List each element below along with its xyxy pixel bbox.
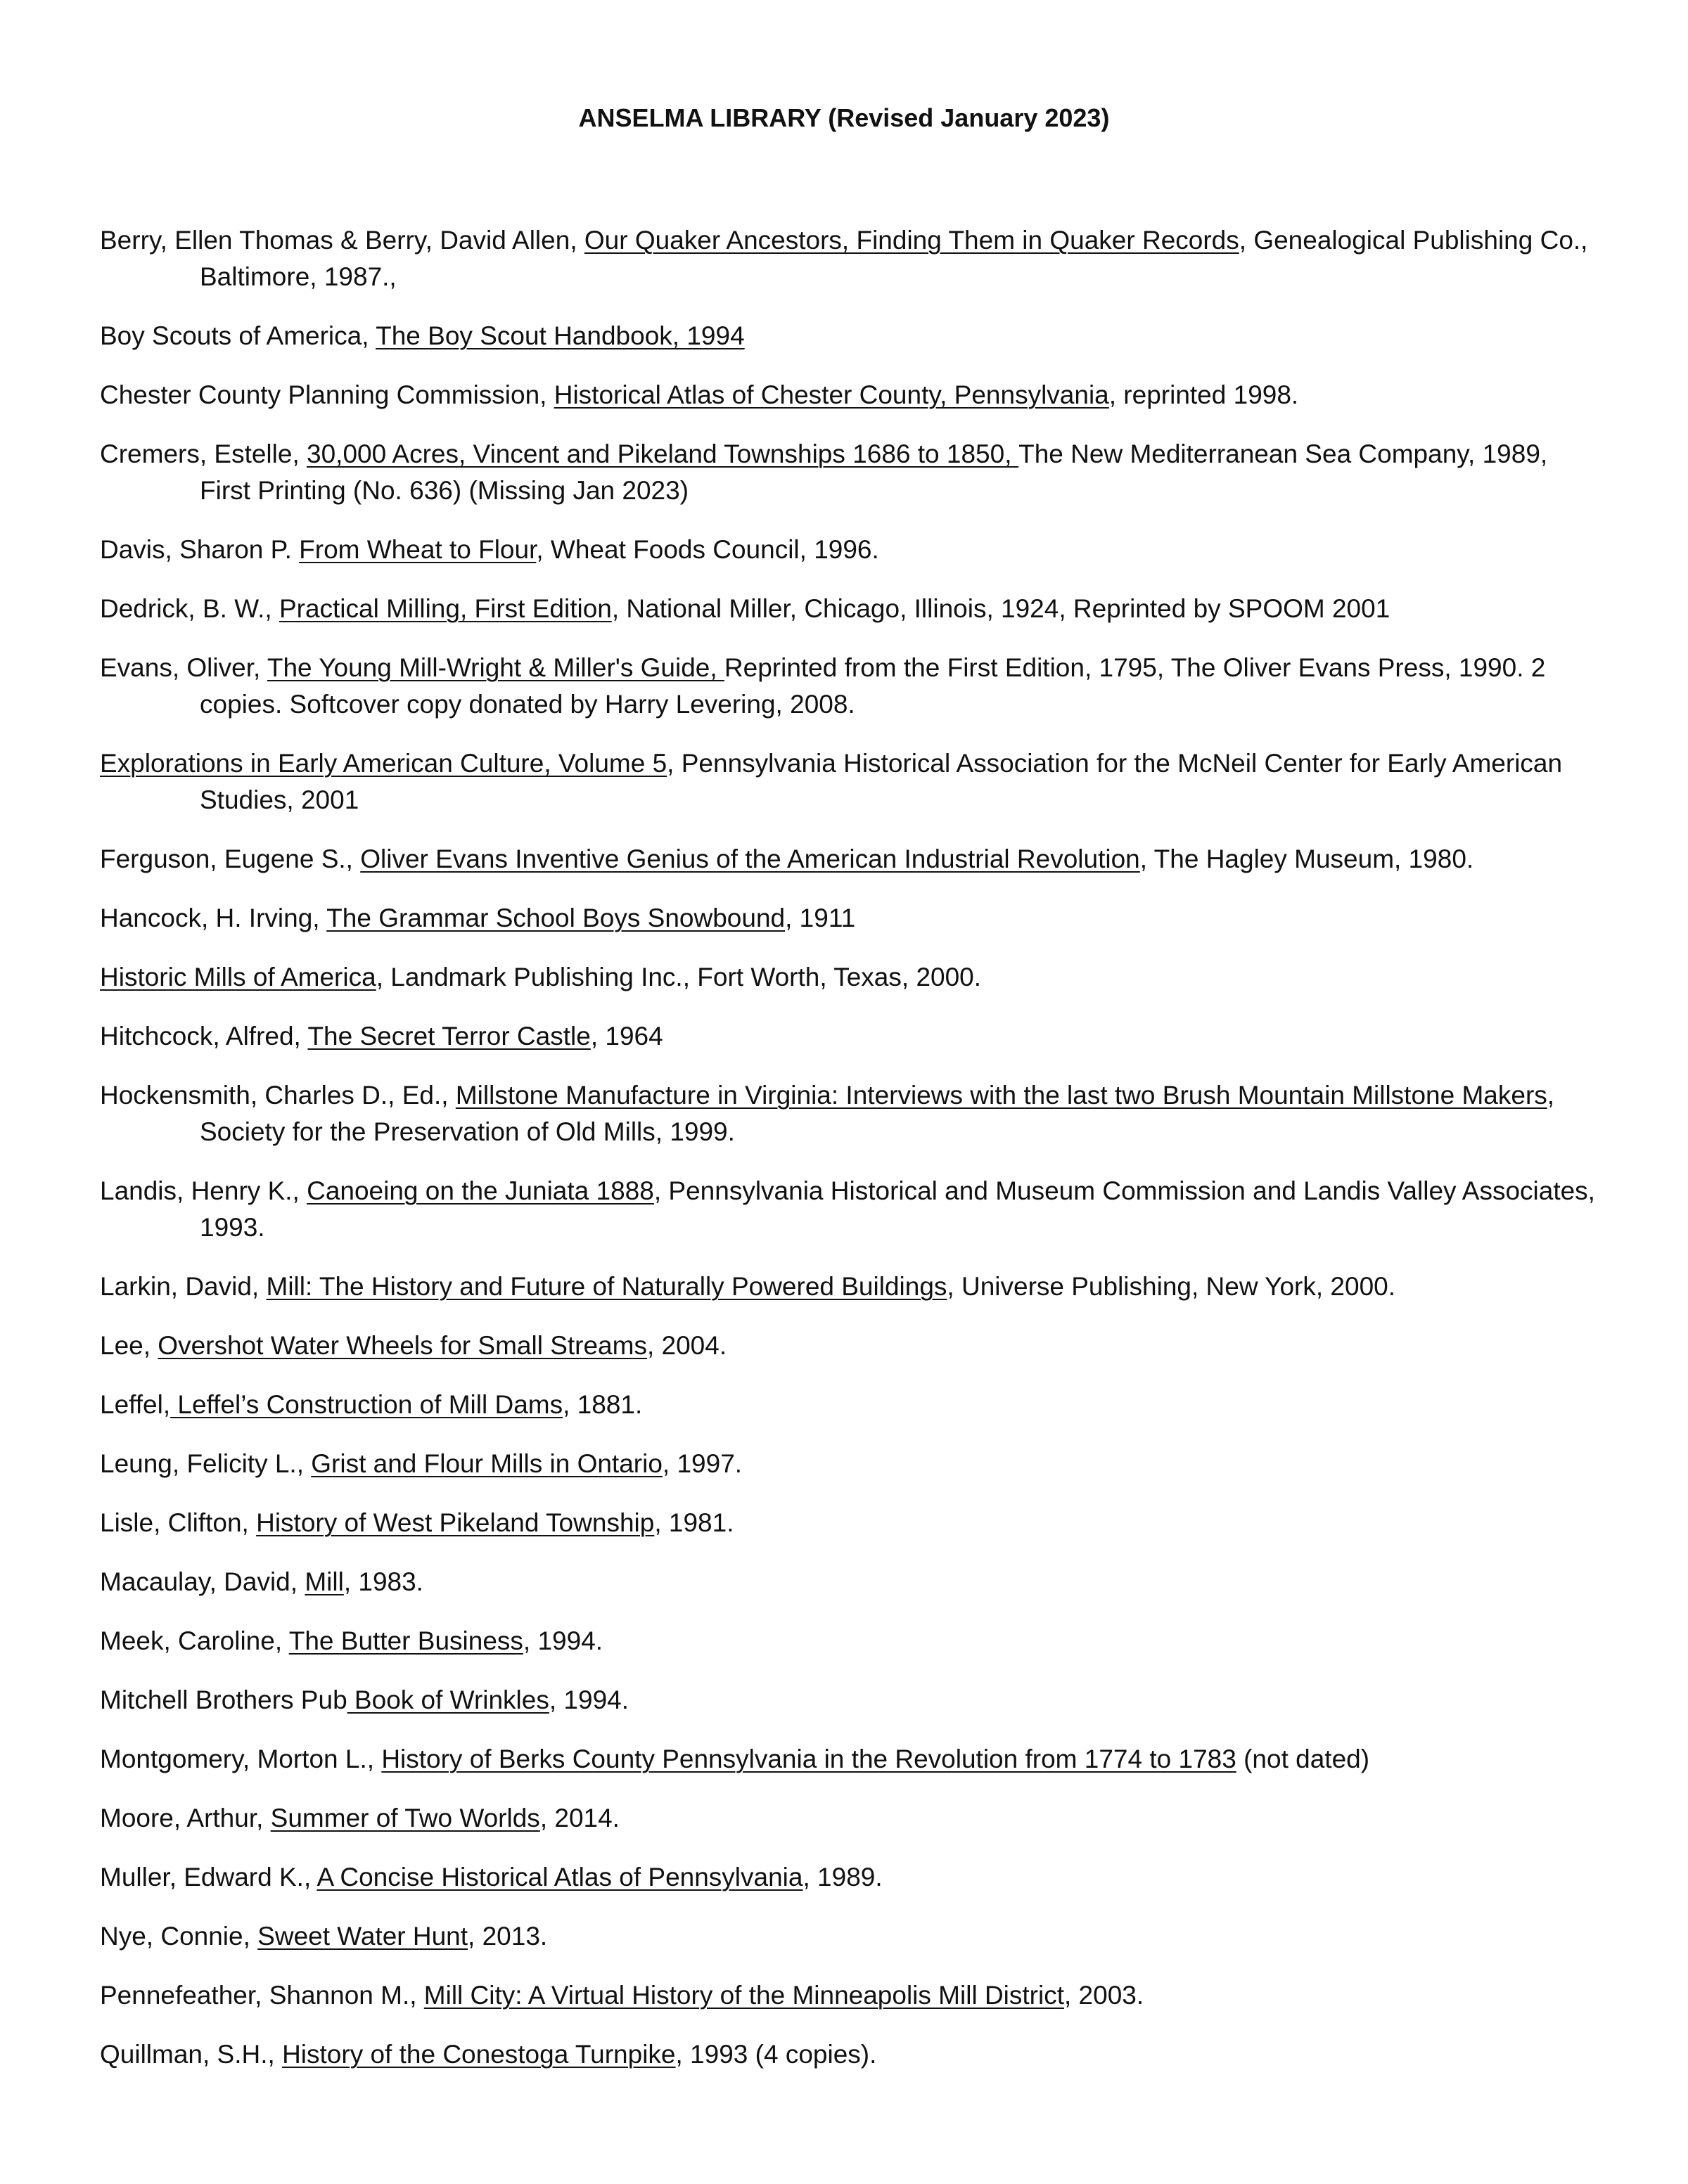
bibliography-entry — [100, 841, 1598, 878]
bibliography-entry — [100, 377, 1598, 413]
entry-title: The Boy Scout Handbook, 1994 — [376, 321, 745, 350]
page-title: ANSELMA LIBRARY (Revised January 2023) — [578, 103, 1110, 132]
entry-author: Pennefeather, Shannon M., — [100, 1981, 424, 2010]
entry-details: , Genealogical Publishing Co., Baltimore, 1987., — [200, 226, 1588, 291]
entry-details: (not dated) — [1236, 1745, 1370, 1773]
entry-title: Sweet Water Hunt — [257, 1922, 468, 1951]
entry-author: Dedrick, B. W., — [100, 594, 279, 623]
entry-title: Mill City: A Virtual History of the Minneapolis Mill District — [423, 1981, 1064, 2010]
bibliography-list — [100, 222, 1598, 2095]
bibliography-entry — [100, 650, 1598, 723]
entry-details: , 1994. — [523, 1626, 603, 1655]
entry-title: History of Berks County Pennsylvania in the Revolution from 1774 to 1783 — [381, 1745, 1236, 1773]
bibliography-entry — [100, 1268, 1598, 1305]
bibliography-entry — [100, 436, 1598, 509]
entry-details: , 1881. — [563, 1390, 643, 1419]
bibliography-entry — [100, 1446, 1598, 1482]
entry-title: Practical Milling, First Edition — [279, 594, 612, 623]
entry-author: Mitchell Brothers Pub — [100, 1685, 347, 1714]
entry-author: Davis, Sharon P. — [100, 535, 300, 564]
entry-title: History of West Pikeland Township — [256, 1508, 655, 1537]
entry-author: Boy Scouts of America, — [100, 321, 376, 350]
entry-author: Evans, Oliver, — [100, 653, 267, 682]
entry-details: , Wheat Foods Council, 1996. — [536, 535, 879, 564]
entry-details: , National Miller, Chicago, Illinois, 1924, Reprinted by SPOOM 2001 — [611, 594, 1390, 623]
entry-details: , 1964 — [590, 1022, 663, 1051]
entry-author: Lisle, Clifton, — [100, 1508, 257, 1537]
entry-author: Chester County Planning Commission, — [100, 380, 554, 409]
entry-details: , 2003. — [1063, 1981, 1144, 2010]
entry-details: , 1993 (4 copies). — [675, 2040, 877, 2069]
entry-details: , Society for the Preservation of Old Mills, 1999. — [200, 1081, 1555, 1146]
entry-title: Mill: The History and Future of Naturally Powered Buildings — [266, 1272, 947, 1301]
bibliography-entry — [100, 1741, 1598, 1778]
entry-title: The Butter Business — [288, 1626, 523, 1655]
entry-title: The Young Mill-Wright & Miller's Guide, — [267, 653, 724, 682]
entry-title: 30,000 Acres, Vincent and Pikeland Townships 1686 to 1850, — [307, 439, 1019, 468]
entry-author: Leung, Felicity L., — [100, 1449, 312, 1478]
entry-title: Grist and Flour Mills in Ontario — [311, 1449, 663, 1478]
entry-author: Lee, — [100, 1331, 158, 1360]
bibliography-entry — [100, 1387, 1598, 1423]
entry-author: Nye, Connie, — [100, 1922, 258, 1951]
entry-author: Hancock, H. Irving, — [100, 904, 327, 932]
entry-details: Reprinted from the First Edition, 1795, The Oliver Evans Press, 1990. 2 copies. Softcover copy donated by Harry Levering, 2008. — [200, 653, 1546, 719]
entry-details: , 2013. — [468, 1922, 548, 1951]
entry-title: Historic Mills of America — [100, 963, 376, 991]
entry-details: , 1981. — [654, 1508, 734, 1537]
entry-author: Meek, Caroline, — [100, 1626, 289, 1655]
bibliography-entry — [100, 1564, 1598, 1600]
entry-title: The Secret Terror Castle — [307, 1022, 591, 1051]
entry-details: , 2004. — [646, 1331, 727, 1360]
entry-title: Canoeing on the Juniata 1888 — [307, 1176, 654, 1205]
entry-author: Landis, Henry K., — [100, 1176, 307, 1205]
bibliography-entry — [100, 1505, 1598, 1541]
entry-author: Hitchcock, Alfred, — [100, 1022, 308, 1051]
entry-author: Quillman, S.H., — [100, 2040, 283, 2069]
entry-details: , Landmark Publishing Inc., Fort Worth, Texas, 2000. — [376, 963, 982, 991]
entry-title: Overshot Water Wheels for Small Streams — [158, 1331, 647, 1360]
entry-title: The Grammar School Boys Snowbound — [326, 904, 786, 932]
entry-details: , 1983. — [343, 1567, 423, 1596]
entry-author: Ferguson, Eugene S., — [100, 844, 361, 873]
entry-author: Hockensmith, Charles D., Ed., — [100, 1081, 456, 1110]
bibliography-entry — [100, 318, 1598, 354]
bibliography-entry — [100, 1623, 1598, 1659]
entry-title: Book of Wrinkles — [347, 1685, 549, 1714]
entry-details: , The Hagley Museum, 1980. — [1139, 844, 1474, 873]
entry-author: Macaulay, David, — [100, 1567, 305, 1596]
bibliography-entry — [100, 1328, 1598, 1364]
entry-author: Cremers, Estelle, — [100, 439, 307, 468]
entry-title: Explorations in Early American Culture, Volume 5 — [100, 749, 667, 778]
bibliography-entry — [100, 1918, 1598, 1955]
entry-title: History of the Conestoga Turnpike — [282, 2040, 676, 2069]
entry-details: , 1989. — [803, 1863, 883, 1891]
entry-title: A Concise Historical Atlas of Pennsylvania — [316, 1863, 803, 1891]
bibliography-entry — [100, 1682, 1598, 1719]
entry-details: , Universe Publishing, New York, 2000. — [947, 1272, 1396, 1301]
bibliography-entry — [100, 222, 1598, 295]
entry-author: Berry, Ellen Thomas & Berry, David Allen, — [100, 226, 584, 255]
bibliography-entry — [100, 1977, 1598, 2014]
entry-details: The New Mediterranean Sea Company, 1989, First Printing (No. 636) (Missing Jan 2023) — [200, 439, 1548, 505]
bibliography-entry — [100, 532, 1598, 568]
entry-details: , Pennsylvania Historical Association for the McNeil Center for Early American Studies, 2001 — [200, 749, 1563, 814]
entry-author: Montgomery, Morton L., — [100, 1745, 382, 1773]
entry-author: Muller, Edward K., — [100, 1863, 317, 1891]
bibliography-entry — [100, 1800, 1598, 1837]
entry-title: Historical Atlas of Chester County, Pennsylvania — [554, 380, 1109, 409]
entry-author: Moore, Arthur, — [100, 1804, 271, 1832]
entry-title: Our Quaker Ancestors, Finding Them in Quaker Records — [584, 226, 1239, 255]
entry-title: Mill — [305, 1567, 344, 1596]
entry-title: Oliver Evans Inventive Genius of the American Industrial Revolution — [360, 844, 1140, 873]
entry-title: Millstone Manufacture in Virginia: Interviews with the last two Brush Mountain Millstone Makers — [455, 1081, 1547, 1110]
entry-details: , Pennsylvania Historical and Museum Commission and Landis Valley Associates, 1993. — [200, 1176, 1595, 1242]
entry-details: , 1994. — [549, 1685, 629, 1714]
bibliography-entry — [100, 1859, 1598, 1896]
bibliography-entry — [100, 900, 1598, 937]
entry-details: , reprinted 1998. — [1108, 380, 1299, 409]
entry-title: Leffel’s Construction of Mill Dams — [170, 1390, 563, 1419]
bibliography-entry — [100, 745, 1598, 818]
bibliography-entry — [100, 2036, 1598, 2073]
entry-title: Summer of Two Worlds — [270, 1804, 540, 1832]
bibliography-entry — [100, 1077, 1598, 1150]
bibliography-entry — [100, 1018, 1598, 1055]
entry-details: , 2014. — [539, 1804, 620, 1832]
bibliography-entry — [100, 959, 1598, 996]
entry-author: Leffel, — [100, 1390, 171, 1419]
entry-title: From Wheat to Flour — [299, 535, 537, 564]
bibliography-entry — [100, 1173, 1598, 1246]
entry-author: Larkin, David, — [100, 1272, 267, 1301]
bibliography-entry — [100, 591, 1598, 627]
entry-details: , 1911 — [785, 904, 856, 932]
entry-details: , 1997. — [662, 1449, 743, 1478]
